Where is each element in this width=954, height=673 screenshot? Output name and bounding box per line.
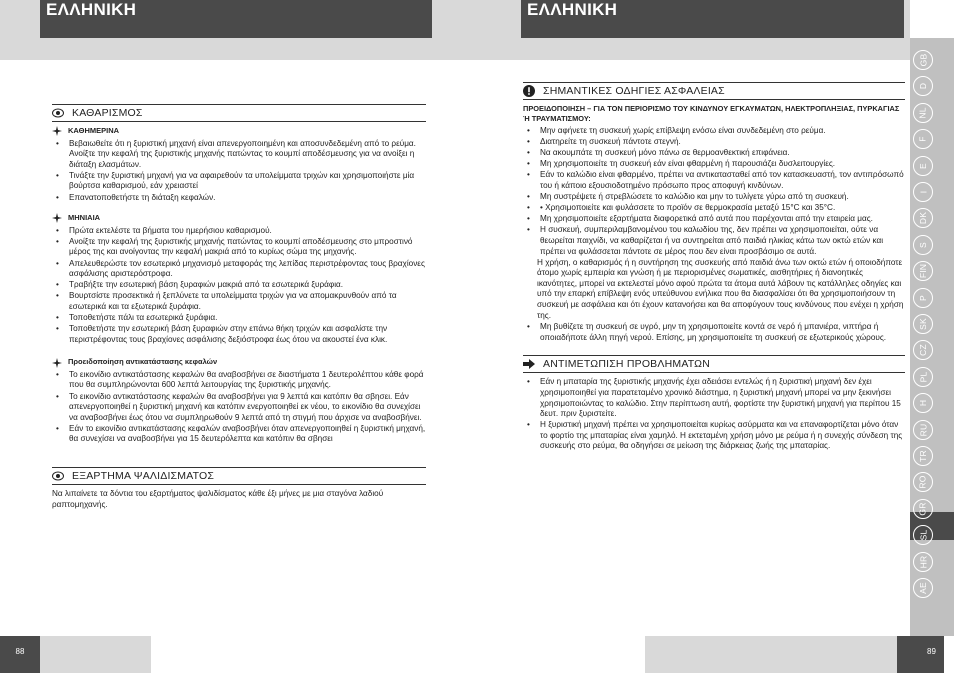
safety-heading [523,82,905,100]
language-sidebar [910,38,954,636]
list-item: • Τραβήξτε την εσωτερική βάση ξυραφιών μακριά από τα εσωτερικά ξυράφια. [52,280,426,291]
list-item: • Μην αφήνετε τη συσκευή χωρίς επίβλεψη ενόσω είναι συνδεδεμένη στο ρεύμα. [523,126,905,137]
header-right [521,0,904,38]
language-tab-i[interactable] [913,182,933,202]
list-item: • Εάν το εικονίδιο αντικατάστασης κεφαλών αναβοσβήνει όταν απενεργοποιηθεί η ξυριστική μηχανή, θα συνεχίσει να αναβοσβήνει για 15 δευτερόλεπτα και κατόπιν θα σβησει [52,424,426,445]
safety-section [523,82,905,343]
arrow-right-icon [523,358,535,370]
warning-icon [523,85,535,97]
language-tab-nl[interactable] [913,103,933,123]
language-tab-label: S [918,241,928,248]
list-item: • Διατηρείτε τη συσκευή πάντοτε στεγνή. [523,137,905,148]
trimmer-section [52,467,426,510]
replacement-title: Προειδοποίηση αντικατάστασης κεφαλών [68,357,218,367]
list-item: • Η ξυριστική μηχανή πρέπει να χρησιμοποιείται κυρίως ασύρματα και να επαναφορτίζεται μόνο όταν το φορτίο της μπαταρίας είναι χαμηλό. Η εκτεταμένη χρήση μόνο με ρεύμα ή η συνεχής σύνδεση της συσκευής στο ρεύμα, θα οδηγήσει σε μείωση της διάρκειας ζωής της μπαταρίας. [523,420,905,452]
daily-title: ΚΑΘΗΜΕΡΙΝΑ [68,126,120,135]
left-column [52,104,426,520]
language-tab-label: RO [918,475,928,489]
language-tab-label: F [918,136,928,142]
page-number-left: 88 [0,636,40,673]
monthly-heading [52,213,426,224]
list-item: • Βουρτσίστε προσεκτικά ή ξεπλύνετε τα υπολείμματα τριχών για να απομακρυνθούν από τα εσωτερικά και τα εξωτερικά ξυράφια. [52,291,426,312]
list-item: • Ανοίξτε την κεφαλή της ξυριστικής μηχανής πατώντας το κουμπί αποδέσμευσης στο μπροστινό μέρος της και ανοίγοντας την κεφαλή μακριά από το κυρίως σώμα της μηχανής. [52,237,426,258]
list-item: • Εάν η μπαταρία της ξυριστικής μηχανής έχει αδειάσει εντελώς ή η ξυριστική μηχανή δεν έχει χρησιμοποιηθεί για παρατεταμένο χρονικό διάστημα, η ξυριστική μηχανή μπορεί να μην ξεκινήσει χρησιμοποιώντας το καλώδιο. Στην περίπτωση αυτή, φορτίστε την ξυριστική μηχανή για περίπου 15 δευτ. πριν ξυριστείτε. [523,377,905,419]
list-item: • Μη χρησιμοποιείτε τη συσκευή εάν είναι φθαρμένη ή παρουσιάζει δυσλειτουργίες. [523,159,905,170]
sparkle-icon [52,358,62,368]
list-item: • Μη χρησιμοποιείτε εξαρτήματα διαφορετικά από αυτά που παρέχονται από την εταιρεία μας. [523,214,905,225]
safety-warning: ΠΡΟΕΙΔΟΠΟΙΗΣΗ – ΓΙΑ ΤΟΝ ΠΕΡΙΟΡΙΣΜΟ ΤΟΥ ΚΙΝΔΥΝΟΥ ΕΓΚΑΥΜΑΤΩΝ, ΗΛΕΚΤΡΟΠΛΗΞΙΑΣ, ΠΥΡΚΑΓΙΑΣ Ή ΤΡΑΥΜΑΤΙΣΜΟΥ: [523,104,900,123]
language-tab-label: P [918,294,928,301]
language-tab-label: SK [918,318,928,330]
replacement-list [52,370,426,445]
language-tab-s[interactable] [913,235,933,255]
cleaning-heading [52,104,426,122]
list-item: • Τινάξτε την ξυριστική μηχανή για να αφαιρεθούν τα υπολείμματα τριχών και χρησιμοποιήστε μία βούρτσα καθαρισμού, εάν χρειαστεί [52,171,426,192]
language-tab-label: GR [918,502,928,516]
language-tab-label: GB [918,53,928,67]
language-tab-label: FIN [917,264,928,279]
language-tab-label: TR [917,450,928,462]
monthly-title: ΜΗΝΙΑΙΑ [68,213,101,223]
language-tab-ae[interactable] [913,578,933,598]
trimmer-heading [52,467,426,485]
language-tab-label: SL [917,529,928,541]
language-tab-gr[interactable] [913,499,933,519]
troubleshooting-heading [523,355,905,373]
daily-heading [52,126,426,137]
language-tab-label: E [918,162,928,169]
header-left [40,0,432,38]
language-tab-pl[interactable] [913,367,933,387]
list-item: • Μη συστρέψετε ή στρεβλώσετε το καλώδιο και μην το τυλίγετε γύρω από τη συσκευή. [523,192,905,203]
header-left-title: ΕΛΛΗΝΙΚΗ [46,0,137,19]
troubleshooting-list [523,377,905,452]
trimmer-title: ΕΞΑΡΤΗΜΑ ΨΑΛΙΔΙΣΜΑΤΟΣ [72,469,215,482]
cleaning-section [52,104,426,445]
list-item: • • Χρησιμοποιείτε και φυλάσσετε το προϊόν σε θερμοκρασία μεταξύ 15°C και 35°C. [523,203,905,214]
list-item: • Πρώτα εκτελέστε τα βήματα του ημερήσιου καθαρισμού. [52,226,426,237]
sparkle-icon [52,126,62,136]
language-tab-label: PL [917,371,928,383]
header-right-title: ΕΛΛΗΝΙΚΗ [527,0,618,19]
bottom-band-right [645,636,910,673]
sparkle-icon [52,213,62,223]
language-tab-label: NL [918,107,928,119]
language-tab-label: D [918,83,928,90]
list-item: • Το εικονίδιο αντικατάστασης κεφαλών θα αναβοσβήνει σε διαστήματα 1 δευτερολέπτου κάθε φορά που θα συμπληρώνονται 600 λεπτά λειτουργίας της ξυριστικής μηχανής. [52,370,426,391]
list-item: • Εάν το καλώδιο είναι φθαρμένο, πρέπει να αντικατασταθεί από τον κατασκευαστή, τον αντιπρόσωπό του ή κάποιο εξουσιοδοτημένο πρόσωπο προς αποφυγή κινδύνων. [523,170,905,191]
list-item: • Βεβαιωθείτε ότι η ξυριστική μηχανή είναι απενεργοποιημένη και αποσυνδεδεμένη από το ρεύμα. Ανοίξτε την κεφαλή της ξυριστικής μηχανής πατώντας το κουμπί αποδέσμευσης για να ανοίξει η διάταξη ελασμάτων. [52,139,426,171]
monthly-list [52,226,426,346]
language-tab-label: H [918,400,928,407]
language-tab-p[interactable] [913,288,933,308]
safety-list-end [523,322,905,343]
list-item: • Να ακουμπάτε τη συσκευή μόνο πάνω σε θερμοανθεκτική επιφάνεια. [523,148,905,159]
language-tab-e[interactable] [913,156,933,176]
safety-title: ΣΗΜΑΝΤΙΚΕΣ ΟΔΗΓΙΕΣ ΑΣΦΑΛΕΙΑΣ [543,84,725,97]
eye-icon [52,107,64,119]
language-tab-ru[interactable] [913,420,933,440]
language-tab-hr[interactable] [913,552,933,572]
right-column [523,82,905,462]
language-tab-label: HR [918,555,928,568]
list-item: • Απελευθερώστε τον εσωτερικό μηχανισμό μεταφοράς της λεπίδας περιστρέφοντας τους βραχίονες ασφάλισης αριστερόστροφα. [52,259,426,280]
list-item: • Η συσκευή, συμπεριλαμβανομένου του καλωδίου της, δεν πρέπει να χρησιμοποιείται, ούτε να θεωρείται παιχνίδι, να καθαρίζεται ή να συντηρείται από παιδιά ηλικίας κάτω των οκτώ ετών και πρέπει να φυλάσσεται πάντοτε σε μέρος που δεν είναι προσβάσιμο σε αυτά. [523,225,905,257]
replacement-heading [52,357,426,368]
troubleshooting-title: ΑΝΤΙΜΕΤΩΠΙΣΗ ΠΡΟΒΛΗΜΑΤΩΝ [543,358,711,371]
language-tab-sk[interactable] [913,314,933,334]
page-number-right: 89 [897,636,944,673]
language-tab-label: AE [918,582,928,594]
list-item: • Μη βυθίζετε τη συσκευή σε υγρό, μην τη χρησιμοποιείτε κοντά σε νερό ή μπανιέρα, νιπτήρα ή οποιαδήποτε άλλη πηγή νερού. Επίσης, μη χρησιμοποιείτε τη συσκευή σε εξωτερικούς χώρους. [523,322,905,343]
daily-list [52,139,426,204]
safety-list [523,126,905,257]
language-tab-label: I [918,190,928,194]
troubleshooting-section [523,355,905,452]
list-item: • Το εικονίδιο αντικατάστασης κεφαλών θα αναβοσβήνει για 9 λεπτά και κατόπιν θα σβησει. Εάν απενεργοποιηθεί η ξυριστική μηχανή και κατόπιν ενεργοποιηθεί εκ νέου, το εικονίδιο θα συνεχίσει να αναβοσβήνει έως ότου να συμπληρωθούν 9 λεπτά από τη στιγμή που άρχισε να αναβοσβήνει. [52,392,426,424]
list-item: • Επανατοποθετήστε τη διάταξη κεφαλών. [52,193,426,204]
language-tab-label: RU [918,423,928,436]
list-item: • Τοποθετήστε πάλι τα εσωτερικά ξυράφια. [52,313,426,324]
language-tab-gb[interactable] [913,50,933,70]
language-tab-label: DK [918,212,928,225]
eye-icon [52,470,64,482]
language-tab-label: CZ [917,344,928,357]
language-tab-tr[interactable] [913,446,933,466]
cleaning-title: ΚΑΘΑΡΙΣΜΟΣ [72,106,143,119]
safety-paragraph: Η χρήση, ο καθαρισμός ή η συντήρηση της συσκευής από παιδιά άνω των οκτώ ετών ή οποιοδήποτε άτομο χωρίς εμπειρία και γνώση ή με περιορισμένες σωματικές, αισθητήριες ή διανοητικές ικανότητες, μπορεί να εκτελεστεί μόνο αφού πρώτα τα άτομα αυτά λάβουν τις κατάλληλες οδηγίες και υπό την επαρκή επίβλεψη ενός υπεύθυνου ενήλικα που θα διασφαλίσει ότι θα χρησιμοποιήσουν τη συσκευή με ασφάλεια και ότι έχουν κατανοήσει και θα αποφύγουν τους κινδύνους που ενέχει η χρήση της. [537,257,904,320]
list-item: • Τοποθετήστε την εσωτερική βάση ξυραφιών στην επάνω θήκη τριχών και ασφαλίστε την περιστρέφοντας τους βραχίονες ασφάλισης δεξιόστροφα έως ότου να ακουστεί ένα κλικ. [52,324,426,345]
trimmer-text: Να λιπαίνετε τα δόντια του εξαρτήματος ψαλιδίσματος κάθε έξι μήνες με μια σταγόνα λαδιού ραπτομηχανής. [52,489,384,509]
